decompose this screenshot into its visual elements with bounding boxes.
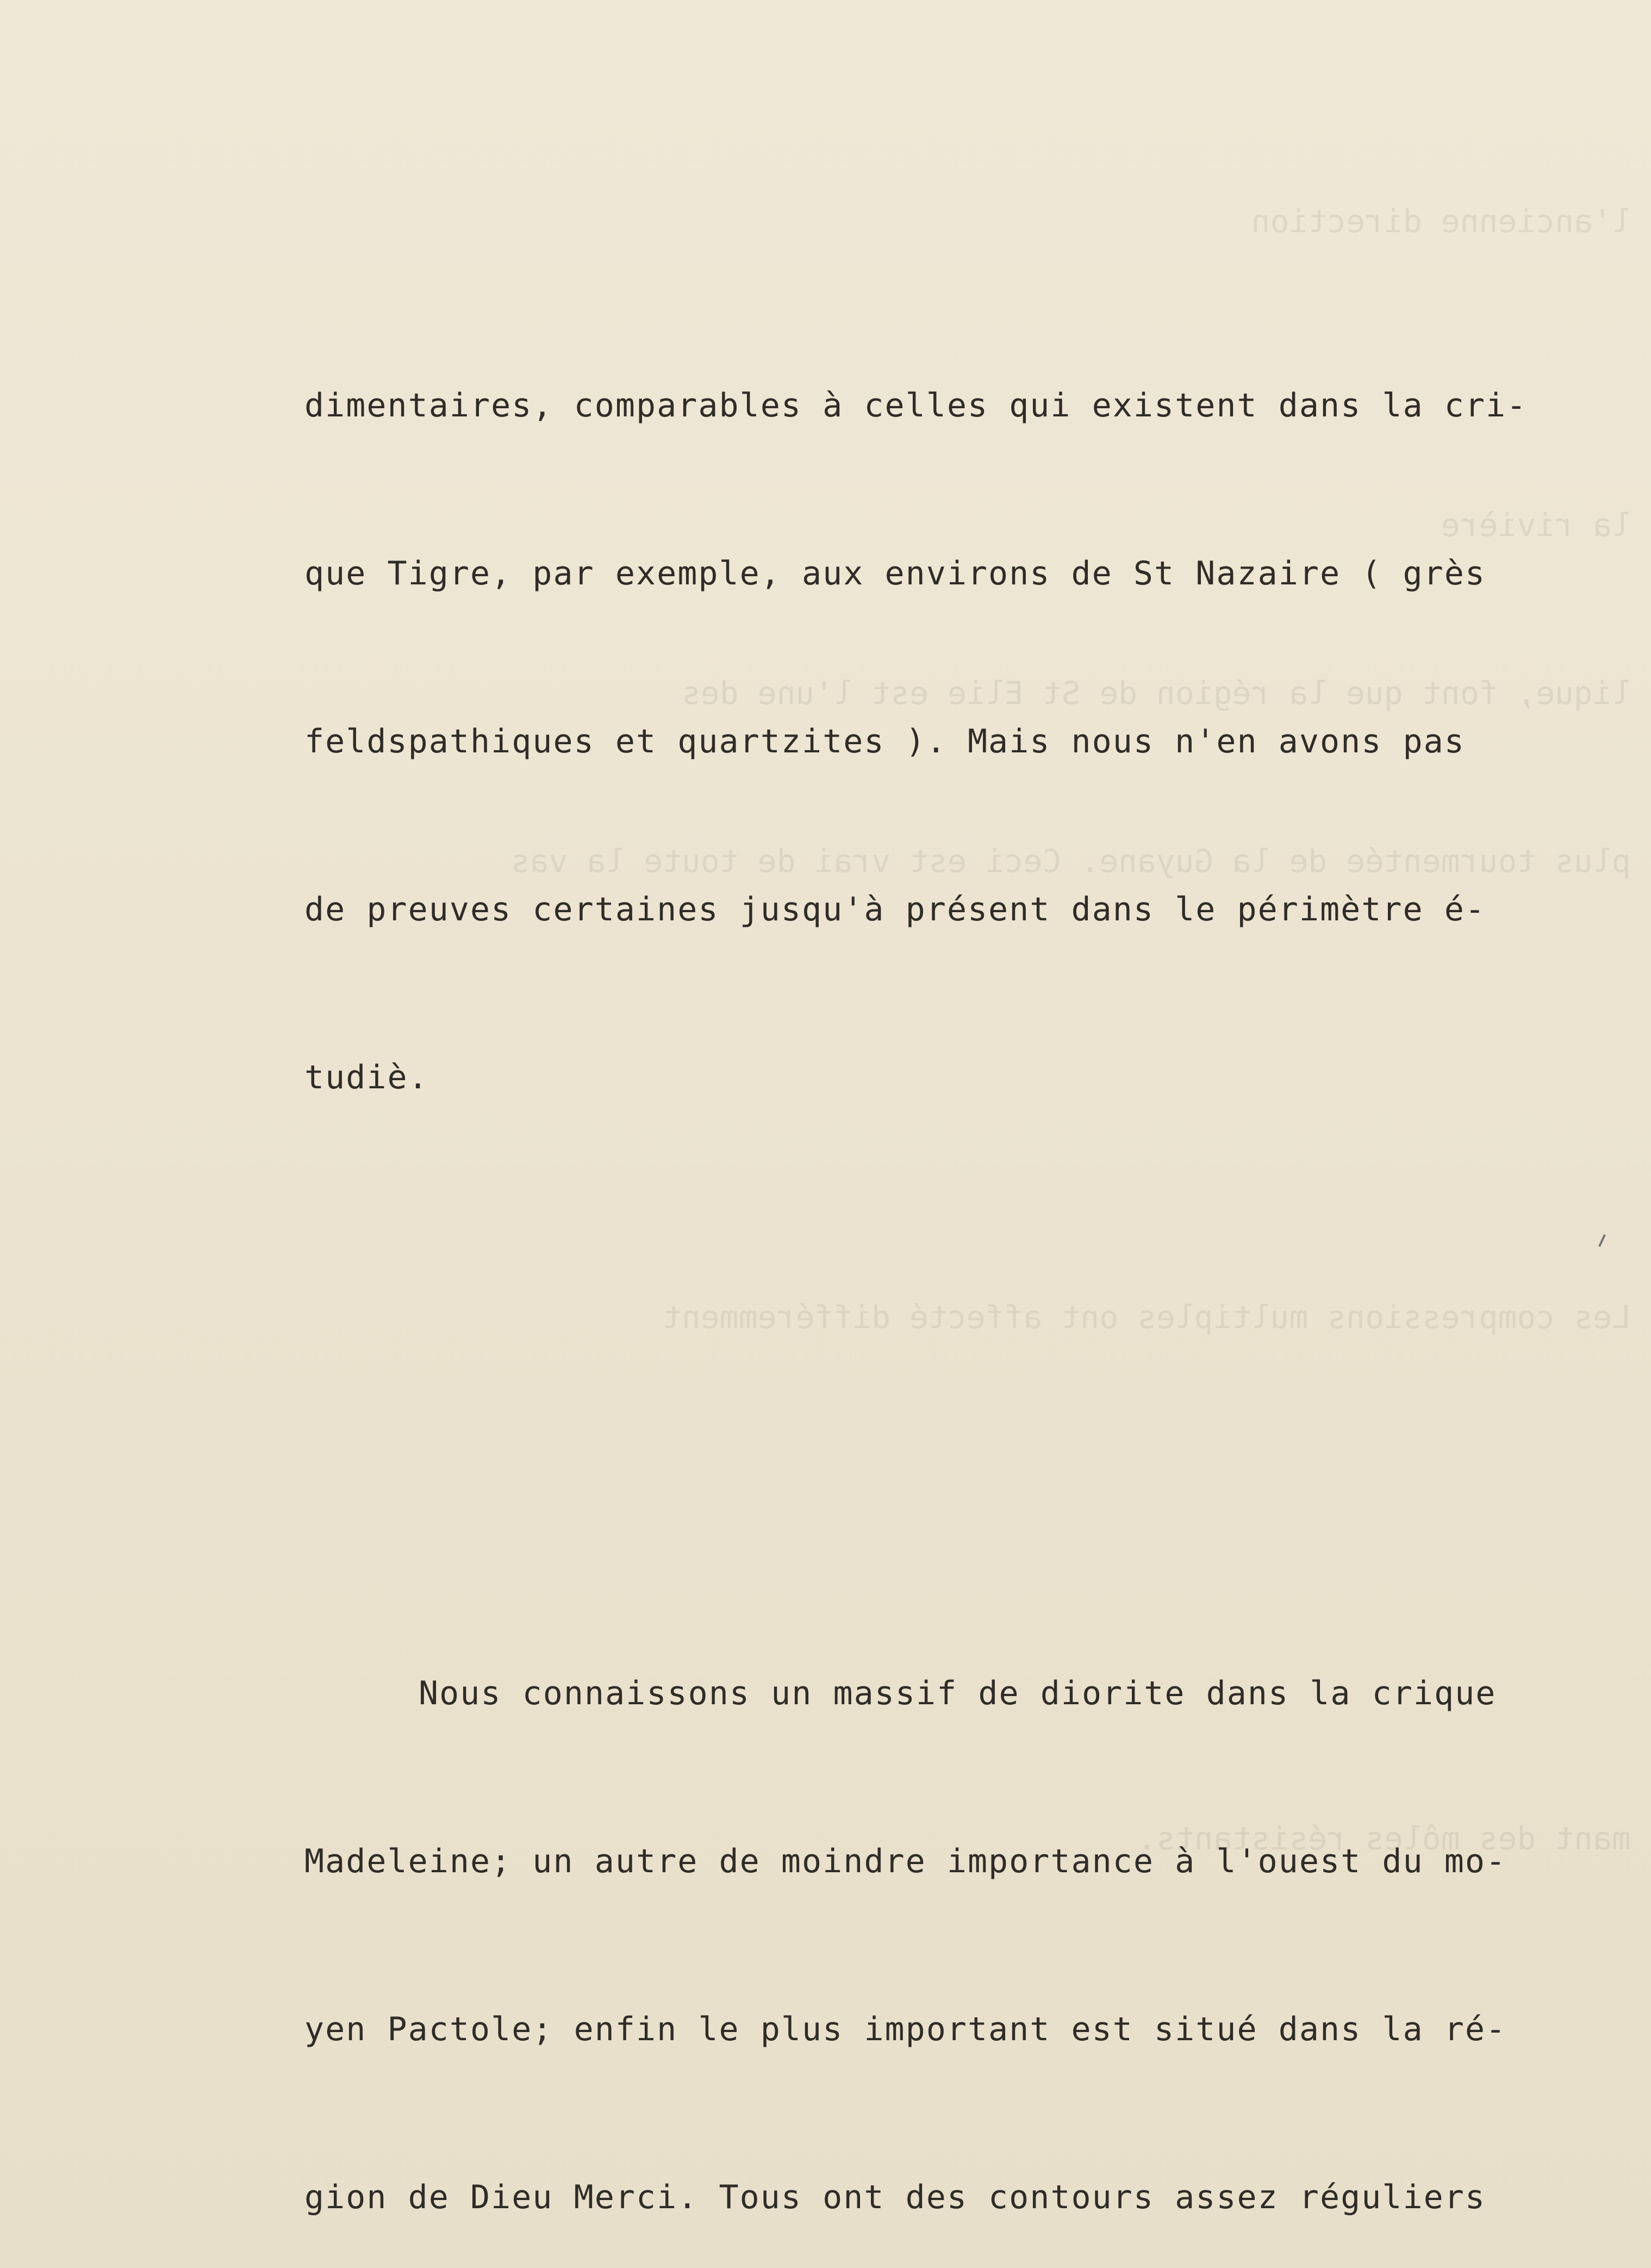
bleed-line: plus tourmentée de la Guyane. Ceci est vrai de toute la vas [510,843,1631,880]
text-line: que Tigre, par exemple, aux environs de St Nazaire ( grès [304,554,1486,593]
bleed-line: Les compressions multiples ont affecté différemment [663,1299,1631,1336]
text-line: Madeleine; un autre de moindre importance à l'ouest du mo- [304,1842,1507,1880]
paragraph-1 [304,266,1636,1218]
text-line: gion de Dieu Merci. Tous ont des contours assez réguliers [304,2178,1486,2216]
bleed-line: l'ancienne direction [1251,203,1631,240]
typed-text-body [304,98,1636,2268]
paragraph-2 [304,1554,1636,2268]
bleed-line: lique, font que la région de St Elie est l'une des [682,675,1631,712]
text-line: tudiè. [304,1058,429,1096]
text-line: feldspathiques et quartzites ). Mais nous n'en avons pas [304,722,1465,761]
text-line: Nous connaissons un massif de diorite dans la crique [419,1674,1497,1712]
text-line: de preuves certaines jusqu'à présent dans le périmètre é- [304,890,1486,929]
text-line: dimentaires, comparables à celles qui existent dans la cri- [304,387,1528,425]
bleed-line: mant des môles résistants. [1137,1820,1631,1857]
text-line: yen Pactole; enfin le plus important est situé dans la ré- [304,2010,1507,2048]
bleed-line: la rivière [1441,507,1631,544]
